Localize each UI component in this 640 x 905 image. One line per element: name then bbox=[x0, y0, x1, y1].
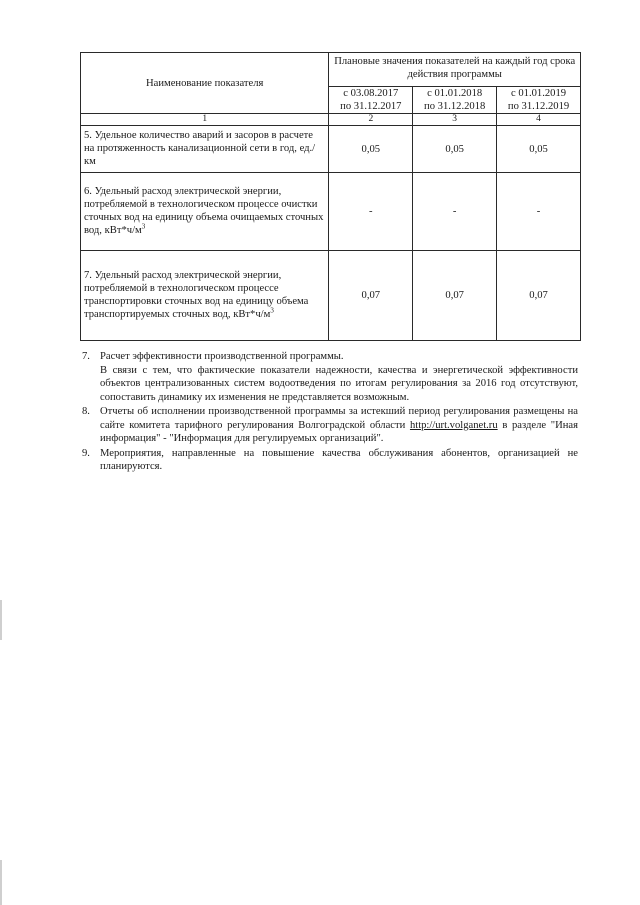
indicator-value: - bbox=[329, 173, 413, 251]
list-item-title: Расчет эффективности производственной программы. bbox=[100, 351, 344, 362]
period-2019-to: по 31.12.2019 bbox=[507, 101, 570, 112]
column-number: 2 bbox=[329, 114, 413, 126]
table-row bbox=[81, 126, 581, 173]
list-item-number: 8. bbox=[82, 406, 90, 417]
list-item-text: в разделе "Иная информация" - "Информация для регулируемых организаций". bbox=[100, 419, 578, 444]
table-row bbox=[81, 173, 581, 251]
period-2018-to: по 31.12.2018 bbox=[424, 101, 486, 112]
indicator-value: 0,05 bbox=[413, 126, 497, 173]
scan-edge-mark bbox=[0, 860, 2, 905]
list-item-number: 9. bbox=[82, 447, 90, 459]
header-planned-values: Плановые значения показателей на каждый год срока действия программы bbox=[329, 53, 581, 87]
table-row bbox=[81, 251, 581, 341]
indicator-name: 6. Удельный расход электрической энергии, потребляемой в технологическом процессе очистки сточных вод на единицу объема очищаемых сточных вод, $кВт*ч/м^3$ bbox=[81, 173, 329, 251]
indicator-name: 5. Удельное количество аварий и засоров в расчете на протяженность канализационной сети в год, ед./км bbox=[81, 126, 329, 173]
list-item-text: В связи с тем, что фактические показатели надежности, качества и энергетической эффективности объектов централизованных систем водоотведения по итогам регулирования за 2016 год отсутствуют, сопоставить динамику их изменения не представляется возможным. bbox=[100, 364, 578, 403]
header-period-2019 bbox=[497, 87, 581, 114]
list-item-text: Мероприятия, направленные на повышение качества обслуживания абонентов, организацией не планируются. bbox=[100, 447, 578, 472]
indicator-value: 0,05 bbox=[497, 126, 581, 173]
unit-superscript: 3 bbox=[270, 306, 274, 315]
numbered-list bbox=[82, 350, 578, 474]
header-period-2017 bbox=[329, 87, 413, 114]
indicator-value: 0,05 bbox=[329, 126, 413, 173]
indicator-value: 0,07 bbox=[329, 251, 413, 341]
website-link[interactable]: http://urt.volganet.ru bbox=[409, 419, 498, 431]
list-item-9 bbox=[82, 447, 578, 474]
scan-edge-mark bbox=[0, 600, 2, 640]
indicator-value: 0,07 bbox=[497, 251, 581, 341]
unit-superscript: 3 bbox=[141, 222, 146, 231]
indicator-value: 0,07 bbox=[413, 251, 497, 341]
column-number: 4 bbox=[497, 114, 581, 126]
list-item-number: 7. bbox=[82, 351, 90, 362]
period-2018-from: с 01.01.2018 bbox=[427, 88, 483, 99]
list-item-text: Отчеты об исполнении производственной программы за истекший период регулирования размещены на сайте комитета тарифного регулирования Волгоградской области bbox=[100, 406, 578, 431]
column-number: 1 bbox=[81, 114, 329, 126]
indicator-value: - bbox=[413, 173, 497, 251]
list-item-7 bbox=[82, 350, 578, 404]
period-2017-from: с 03.08.2017 bbox=[343, 88, 399, 99]
column-number: 3 bbox=[413, 114, 497, 126]
indicators-table bbox=[80, 52, 581, 341]
indicator-value: - bbox=[497, 173, 581, 251]
period-2019-from: с 01.01.2019 bbox=[511, 88, 567, 99]
indicator-name: 7. Удельный расход электрической энергии, потребляемой в технологическом процессе транспортировки сточных вод на единицу объема транспортируемых сточных вод, $кВт*ч/м^3$ bbox=[81, 251, 329, 341]
period-2017-to: по 31.12.2017 bbox=[340, 101, 402, 112]
list-item-8 bbox=[82, 405, 578, 446]
header-period-2018 bbox=[413, 87, 497, 114]
header-indicator-name: Наименование показателя bbox=[81, 53, 329, 114]
